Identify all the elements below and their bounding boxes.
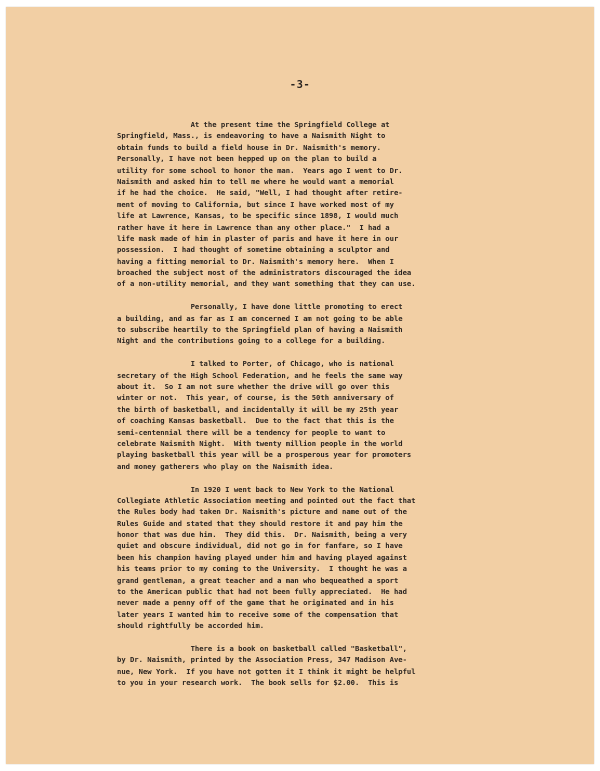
text-line: In 1920 I went back to New York to the National: [117, 484, 394, 494]
text-line: never made a penny off of the game that he originated and in his: [117, 598, 394, 608]
text-line: Personally, I have not been hepped up on the plan to build a: [117, 154, 377, 164]
text-line: Springfield, Mass., is endeavoring to have a Naismith Night to: [117, 131, 386, 141]
paragraph: [117, 358, 522, 472]
text-line: if he had the choice. He said, "Well, I had thought after retire-: [117, 188, 403, 198]
text-line: semi-centennial there will be a tendency for people to want to: [117, 427, 386, 437]
text-line: Personally, I have done little promoting to erect: [117, 302, 403, 312]
text-line: ment of moving to California, but since I have worked most of my: [117, 199, 394, 209]
text-line: honor that was due him. They did this. Dr. Naismith, being a very: [117, 530, 407, 540]
text-line: There is a book on basketball called "Basketball",: [117, 643, 407, 653]
text-line: playing basketball this year will be a prosperous year for promoters: [117, 450, 412, 460]
text-line: obtain funds to build a field house in Dr. Naismith's memory.: [117, 142, 381, 152]
text-line: by Dr. Naismith, printed by the Association Press, 347 Madison Ave-: [117, 655, 407, 665]
text-line: winter or not. This year, of course, is the 50th anniversary of: [117, 393, 394, 403]
letter-body: [117, 119, 522, 700]
page-number: -3-: [289, 79, 311, 91]
text-line: grand gentleman, a great teacher and a man who bequeathed a sport: [117, 575, 399, 585]
text-line: celebrate Naismith Night. With twenty million people in the world: [117, 438, 403, 448]
paragraph: [117, 301, 522, 347]
text-line: secretary of the High School Federation, and he feels the same way: [117, 370, 403, 380]
paragraph: [117, 119, 522, 290]
text-line: nue, New York. If you have not gotten it I think it might be helpful: [117, 666, 416, 676]
text-line: the Rules body had taken Dr. Naismith's picture and name out of the: [117, 507, 407, 517]
text-line: to the American public that had not been fully appreciated. He had: [117, 587, 407, 597]
text-line: a building, and as far as I am concerned I am not going to be able: [117, 313, 403, 323]
text-line: of coaching Kansas basketball. Due to the fact that this is the: [117, 416, 394, 426]
letter-page: [6, 7, 594, 764]
text-line: broached the subject most of the administrators discouraged the idea: [117, 268, 412, 278]
paragraph: [117, 643, 522, 689]
text-line: the birth of basketball, and incidentally it will be my 25th year: [117, 404, 399, 414]
text-line: At the present time the Springfield College at: [117, 120, 390, 129]
text-line: I talked to Porter, of Chicago, who is national: [117, 359, 394, 369]
text-line: and money gatherers who play on the Naismith idea.: [117, 461, 334, 471]
text-line: utility for some school to honor the man. Years ago I went to Dr.: [117, 165, 403, 175]
text-line: life at Lawrence, Kansas, to be specific since 1898, I would much: [117, 211, 399, 221]
text-line: possession. I had thought of sometime obtaining a sculptor and: [117, 245, 390, 255]
text-line: later years I wanted him to receive some of the compensation that: [117, 609, 399, 619]
text-line: should rightfully be accorded him.: [117, 621, 265, 631]
text-line: of a non-utility memorial, and they want something that they can use.: [117, 279, 416, 289]
text-line: Night and the contributions going to a college for a building.: [117, 336, 386, 346]
text-line: been his champion having played under him and having played against: [117, 552, 407, 562]
text-line: rather have it here in Lawrence than any other place." I had a: [117, 222, 390, 232]
text-line: to you in your research work. The book sells for $2.00. This is: [117, 678, 399, 688]
text-line: about it. So I am not sure whether the drive will go over this: [117, 381, 390, 391]
text-line: Collegiate Athletic Association meeting and pointed out the fact that: [117, 495, 416, 505]
text-line: to subscribe heartily to the Springfield plan of having a Naismith: [117, 325, 403, 335]
text-line: life mask made of him in plaster of paris and have it here in our: [117, 233, 399, 243]
text-line: having a fitting memorial to Dr. Naismith's memory here. When I: [117, 256, 394, 266]
text-line: Naismith and asked him to tell me where he would want a memorial: [117, 176, 394, 186]
paragraph: [117, 484, 522, 632]
text-line: quiet and obscure individual, did not go in for fanfare, so I have: [117, 541, 403, 551]
text-line: Rules Guide and stated that they should restore it and pay him the: [117, 518, 403, 528]
text-line: his teams prior to my coming to the University. I thought he was a: [117, 564, 407, 574]
